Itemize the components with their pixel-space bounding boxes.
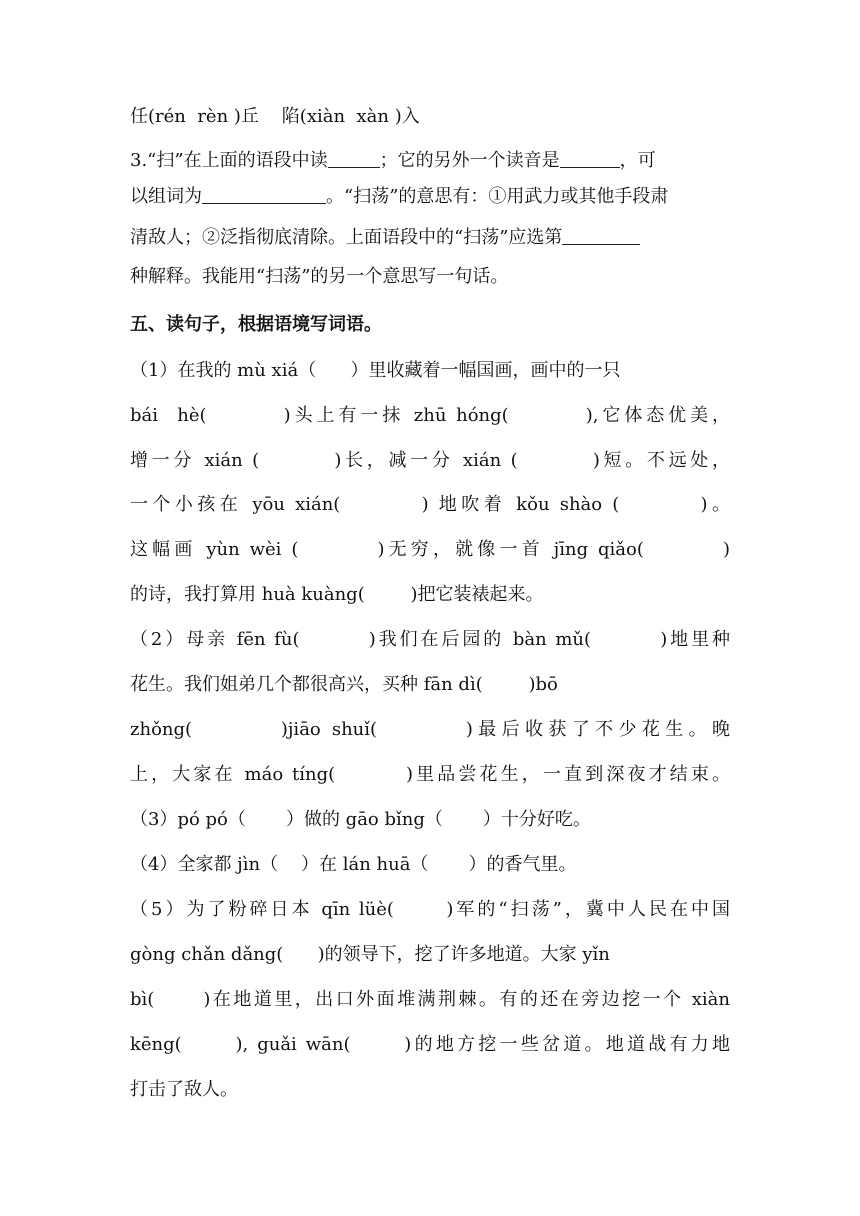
sentence-line: （5）为了粉碎日本 qīn lüè( )军的“扫荡”，冀中人民在中国 [130,899,730,920]
q3-text-3: 清敌人；②泛指彻底清除。上面语段中的“扫荡”应选第 [130,227,563,248]
sentence-line: 增一分 xián ( )长，减一分 xián ( )短。不远处， [130,450,730,471]
section-heading: 五、读句子，根据语境写词语。 [130,314,382,335]
q3-text-2b: 。“扫荡”的意思有：①用武力或其他手段肃 [326,186,669,207]
sentence-line: gòng chǎn dǎng( )的领导下，挖了许多地道。大家 yǐn [130,944,610,965]
q3-line-2 [130,184,730,210]
sentence-line: 一个小孩在 yōu xián( ) 地吹着 kǒu shào ( )。 [130,494,730,515]
q3-text-1a: 3.“扫”在上面的语段中读 [130,150,328,171]
q2-line: 任(rén rèn )丘 陷(xiàn xàn )入 [130,106,420,127]
q3-text-2a: 以组词为 [130,186,202,207]
sentence-line: 上，大家在 máo tíng( )里品尝花生，一直到深夜才结束。 [130,764,730,785]
sentence-line: 打击了敌人。 [130,1079,238,1100]
q3-line-1 [130,148,730,174]
q3-text-1c: ，可 [619,150,656,171]
sentence-line: 这幅画 yùn wèi ( )无穷，就像一首 jīng qiǎo( ) [130,539,730,560]
answer-blank[interactable] [560,149,620,168]
sentence-line: （3）pó pó（ ）做的 gāo bǐng（ ）十分好吃。 [130,809,591,830]
q3-line-3 [130,225,730,251]
sentence-line: （2）母亲 fēn fù( )我们在后园的 bàn mǔ( )地里种 [130,629,730,650]
sentence-line: 花生。我们姐弟几个都很高兴，买种 fān dì( )bō [130,674,558,695]
answer-blank[interactable] [202,185,326,204]
sentence-line: （4）全家都 jìn（ ）在 lán huā（ ）的香气里。 [130,854,577,875]
sentence-line: kēng( ), guǎi wān( )的地方挖一些岔道。地道战有力地 [130,1034,730,1055]
sentence-line: zhǒng( )jiāo shuǐ( )最后收获了不少花生。晚 [130,719,730,740]
sentence-line: 的诗，我打算用 huà kuàng( )把它装裱起来。 [130,584,544,605]
sentence-line: bì( )在地道里，出口外面堆满荆棘。有的还在旁边挖一个 xiàn [130,989,730,1010]
sentence-line: bái hè( )头上有一抹 zhū hóng( ),它体态优美， [130,405,730,426]
sentence-line: （1）在我的 mù xiá（ ）里收藏着一幅国画，画中的一只 [130,360,621,381]
answer-blank[interactable] [328,149,380,168]
q3-line-4: 种解释。我能用“扫荡”的另一个意思写一句话。 [130,266,509,287]
answer-blank[interactable] [562,226,640,245]
q3-text-1b: ；它的另外一个读音是 [379,150,560,171]
